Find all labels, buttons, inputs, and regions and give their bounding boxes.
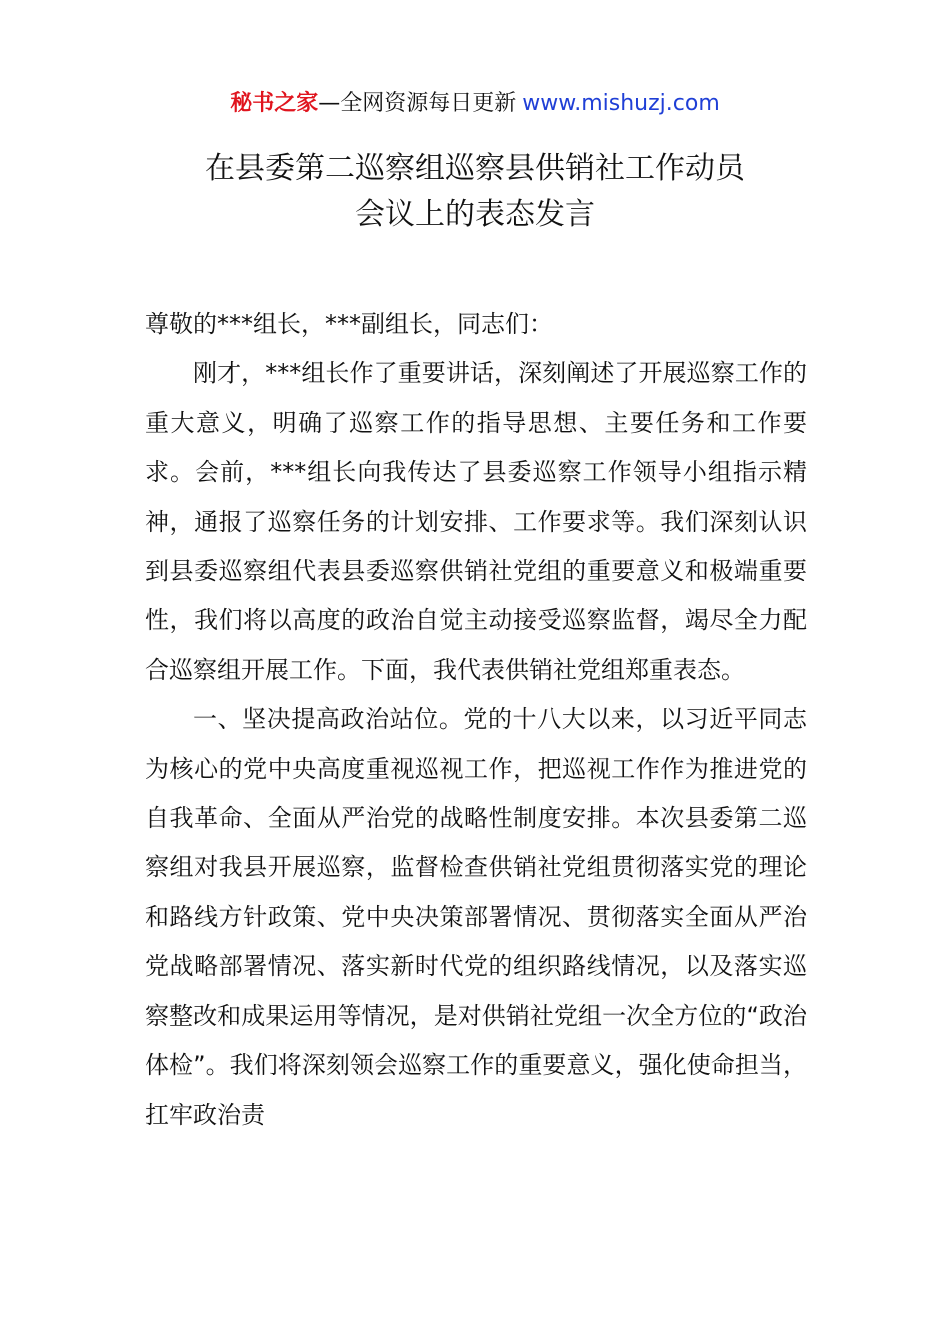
document-body [145, 300, 807, 1140]
site-url-link[interactable]: www.mishuzj.com [522, 91, 720, 116]
paragraph: 刚才，***组长作了重要讲话，深刻阐述了开展巡察工作的重大意义，明确了巡察工作的指导思想、主要任务和工作要求。会前，***组长向我传达了县委巡察工作领导小组指示精神，通报了巡察任务的计划安排、工作要求等。我们深刻认识到县委巡察组代表县委巡察供销社党组的重要意义和极端重要性，我们将以高度的政治自觉主动接受巡察监督，竭尽全力配合巡察组开展工作。下面，我代表供销社党组郑重表态。 [145, 359, 807, 684]
header-banner [0, 88, 950, 120]
header-tagline: —全网资源每日更新 [318, 91, 517, 116]
brand-name: 秘书之家 [230, 91, 319, 116]
title-line-1: 在县委第二巡察组巡察县供销社工作动员 [205, 151, 745, 186]
salutation: 尊敬的***组长，***副组长，同志们： [145, 310, 553, 338]
title-line-2: 会议上的表态发言 [355, 197, 595, 232]
document-title [0, 146, 950, 238]
paragraph: 一、坚决提高政治站位。党的十八大以来，以习近平同志为核心的党中央高度重视巡视工作，把巡视工作作为推进党的自我革命、全面从严治党的战略性制度安排。本次县委第二巡察组对我县开展巡察，监督检查供销社党组贯彻落实党的理论和路线方针政策、党中央决策部署情况、贯彻落实全面从严治党战略部署情况、落实新时代党的组织路线情况，以及落实巡察整改和成果运用等情况，是对供销社党组一次全方位的“政治体检”。我们将深刻领会巡察工作的重要意义，强化使命担当，扛牢政治责 [145, 705, 807, 1129]
